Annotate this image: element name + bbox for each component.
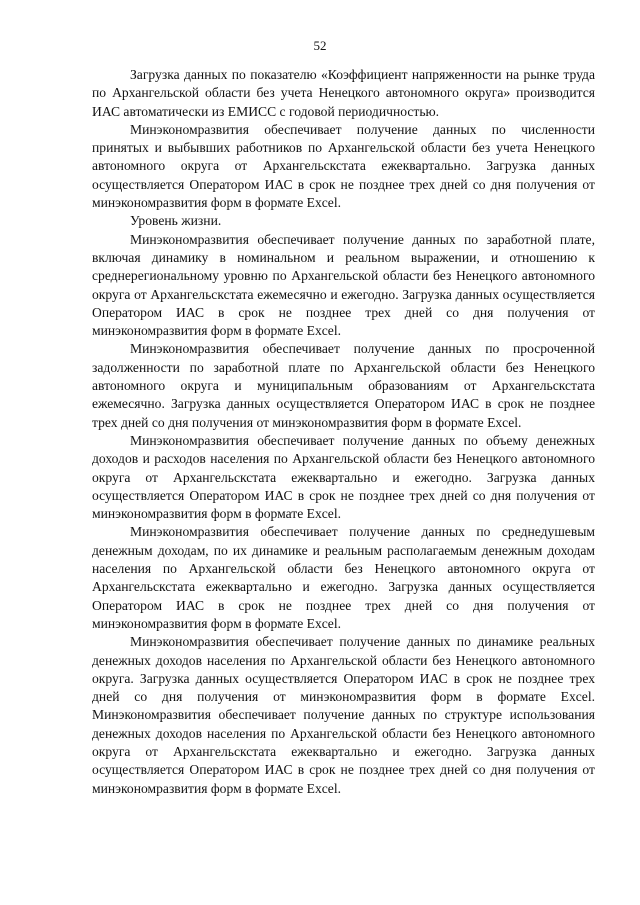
paragraph-hired-dismissed-workers: Минэкономразвития обеспечивает получение данных по численности принятых и выбывших работников по Архангельской области без учета Ненецкого автономного округа от Архангельскстата ежеквартально. Загрузка данных осуществляется Оператором ИАС в срок не позднее трех дней со дня получения от минэкономразвития форм в формате Excel. (92, 121, 595, 211)
document-body (92, 66, 595, 798)
paragraph-wage-arrears: Минэкономразвития обеспечивает получение данных по просроченной задолженности по заработной плате по Архангельской области без Ненецкого автономного округа и муниципальным образованиям от Архангельскстата ежемесячно. Загрузка данных осуществляется Оператором ИАС в срок не позднее трех дней со дня получения от минэкономразвития форм в формате Excel. (92, 341, 595, 430)
paragraph-per-capita-income: Минэкономразвития обеспечивает получение данных по среднедушевым денежным доходам, по их динамике и реальным располагаемым денежным доходам населения по Архангельской области без Ненецкого автономного округа от Архангельскстата ежеквартально и ежегодно. Загрузка данных осуществляется Оператором ИАС в срок не позднее трех дней со дня получения от минэкономразвития форм в формате Excel. (92, 524, 595, 631)
paragraph-wages: Минэкономразвития обеспечивает получение данных по заработной плате, включая динамику в номинальном и реальном выражении, и отношению к среднерегиональному уровню по Архангельской области без Ненецкого автономного округа от Архангельскстата ежемесячно и ежегодно. Загрузка данных осуществляется Оператором ИАС в срок не позднее трех дней со дня получения от минэкономразвития форм в формате Excel. (92, 231, 595, 339)
paragraph-income-expenses: Минэкономразвития обеспечивает получение данных по объему денежных доходов и расходов населения по Архангельской области без Ненецкого автономного округа от Архангельскстата ежеквартально и ежегодно. Загрузка данных осуществляется Оператором ИАС в срок не позднее трех дней со дня получения от минэкономразвития форм в формате Excel. (92, 432, 595, 522)
section-heading-living-standards: Уровень жизни. (130, 213, 222, 229)
paragraph-real-income-dynamics: Минэкономразвития обеспечивает получение данных по динамике реальных денежных доходов населения по Архангельской области без Ненецкого автономного округа. Загрузка данных осуществляется Оператором ИАС в срок не позднее трех дней со дня получения от минэкономразвития форм в формате Excel. Минэкономразвития обеспечивает получение данных по структуре использования денежных доходов населения по Архангельской области без Ненецкого автономного округа от Архангельскстата ежеквартально и ежегодно. Загрузка данных осуществляется Оператором ИАС в срок не позднее трех дней со дня получения от минэкономразвития форм в формате Excel. (92, 634, 595, 796)
page-number: 52 (313, 38, 327, 53)
paragraph-tension-coefficient: Загрузка данных по показателю «Коэффициент напряженности на рынке труда по Архангельской области без учета Ненецкого автономного округа» производится ИАС автоматически из ЕМИСС с годовой периодичностью. (92, 67, 595, 119)
